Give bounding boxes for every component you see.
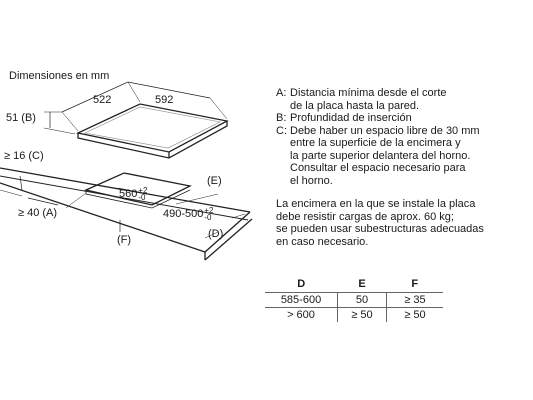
dimensions-title: Dimensiones en mm bbox=[9, 70, 110, 82]
table-row bbox=[265, 293, 443, 308]
table-cell: ≥ 50 bbox=[387, 308, 444, 323]
table-cell: ≥ 50 bbox=[338, 308, 387, 323]
e-label: (E) bbox=[207, 175, 222, 187]
table-header-row bbox=[265, 276, 443, 293]
notes-list bbox=[276, 87, 526, 187]
clearance-table bbox=[265, 276, 443, 322]
header-e: E bbox=[358, 278, 366, 290]
cutout-490-label: 490-500 +2 -0 bbox=[163, 206, 214, 222]
header-f: F bbox=[411, 278, 419, 290]
min-40-label: ≥ 40 (A) bbox=[18, 207, 58, 219]
header-d: D bbox=[297, 278, 306, 290]
width-592-label: 592 bbox=[155, 94, 174, 106]
d-label: (D) bbox=[208, 228, 224, 240]
note-c: C: Debe haber un espacio libre de 30 mm entre la superficie de la encimera y la parte superior delantera del horno. Consultar el espacio necesario para el horno. bbox=[276, 124, 480, 187]
table-cell: 50 bbox=[338, 293, 387, 308]
table-cell: > 600 bbox=[265, 308, 338, 323]
min-16-label: ≥ 16 (C) bbox=[4, 150, 44, 162]
f-label: (F) bbox=[117, 234, 132, 246]
width-522-label: 522 bbox=[93, 94, 112, 106]
note-b: B: Profundidad de inserción bbox=[276, 112, 412, 124]
load-info-paragraph: La encimera en la que se instale la placa debe resistir cargas de aprox. 60 kg; se pueden usar subestructuras adecuadas en caso necesario. bbox=[276, 198, 484, 248]
cutout-560-label: 560 +2 -0 bbox=[119, 186, 148, 202]
table-cell: 585-600 bbox=[265, 293, 338, 308]
hob-drawing bbox=[44, 82, 227, 158]
table-cell: ≥ 35 bbox=[387, 293, 444, 308]
height-51-label: 51 (B) bbox=[6, 112, 36, 124]
note-a: A: Distancia mínima desde el corte de la placa hasta la pared. bbox=[276, 87, 447, 112]
table-row bbox=[265, 308, 443, 323]
